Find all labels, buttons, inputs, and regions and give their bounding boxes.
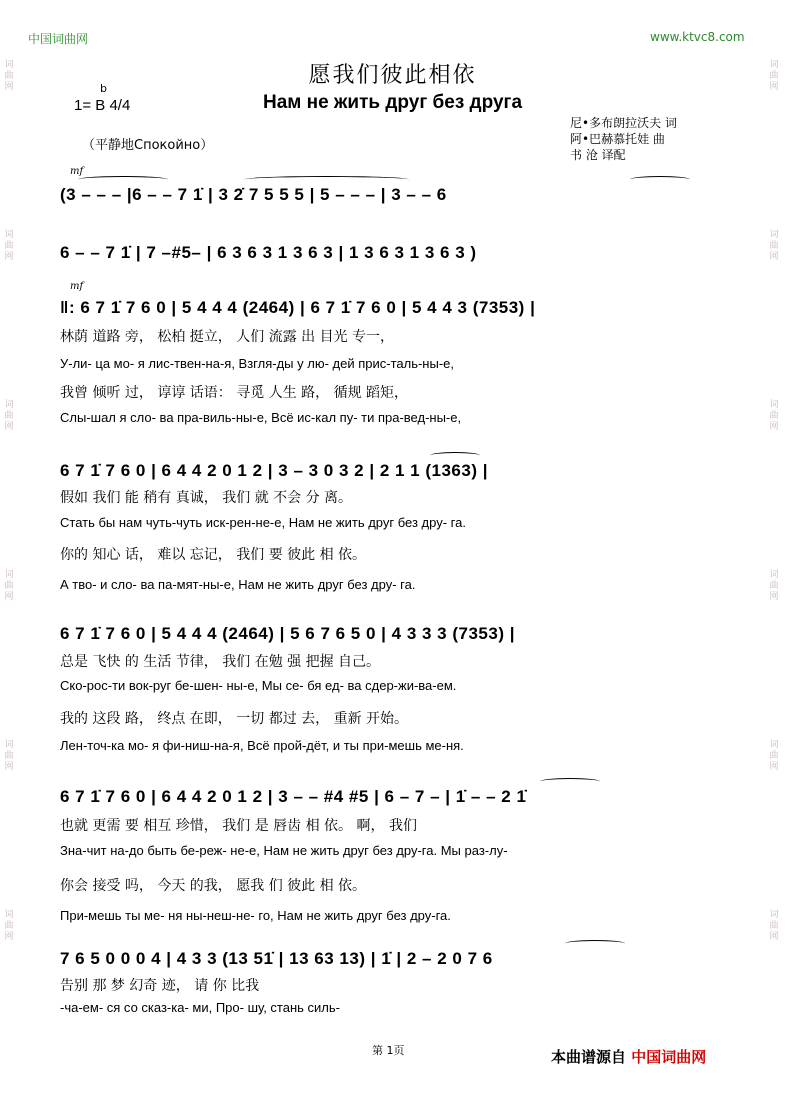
notation-line-5: 6 7 1̇ 7 6 0 | 5 4 4 4 (2464) | 5 6 7 6 5 0 | 4 3 3 3 (7353) | bbox=[60, 624, 515, 643]
watermark-text: 词曲网 bbox=[4, 570, 14, 602]
lyrics-line-6-verse1-cn: 也就 更需 要 相互 珍惜， 我们 是 唇齿 相 依。 啊， 我们 bbox=[60, 818, 417, 834]
notation-line-2: 6 – – 7 1̇ | 7 –#5– | 6 3 6 3 1 3 6 3 | 1 3 6 3 1 3 6 3 ) bbox=[60, 243, 477, 262]
dynamic-mf: mf bbox=[70, 166, 84, 177]
notation-line-6: 6 7 1̇ 7 6 0 | 6 4 4 2 0 1 2 | 3 – – #4 #5 | 6 – 7 – | 1̇ – – 2 1̇ bbox=[60, 787, 527, 806]
credit-composer: 阿•巴赫慕托娃 曲 bbox=[570, 132, 665, 146]
tie-slur bbox=[430, 452, 480, 459]
lyrics-line-4-verse2-cn: 你的 知心 话， 难以 忘记， 我们 要 彼此 相 依。 bbox=[60, 547, 367, 563]
lyrics-line-7-verse1-ru: -ча-ем- ся со сказ-ка- ми, Про- шу, стань силь- bbox=[60, 1000, 340, 1015]
watermark-text: 词曲网 bbox=[769, 740, 779, 772]
credit-lyricist: 尼•多布朗拉沃夫 词 bbox=[570, 116, 677, 130]
lyrics-line-5-verse1-ru: Ско-рос-ти вок-руг бе-шен- ны-е, Мы се- бя ед- ва сдер-жи-ва-ем. bbox=[60, 678, 457, 693]
lyrics-line-4-verse1-ru: Стать бы нам чуть-чуть иск-рен-не-е, Нам не жить друг без дру- га. bbox=[60, 515, 466, 530]
source-credit bbox=[551, 1046, 706, 1067]
credit-translator: 书 沧 译配 bbox=[570, 148, 626, 162]
lyrics-line-5-verse2-cn: 我的 这段 路， 终点 在即， 一切 都过 去， 重新 开始。 bbox=[60, 711, 409, 727]
tie-slur bbox=[540, 778, 600, 785]
notation-line-7: 7 6 5 0 0 0 4 | 4 3 3 (13 51̇ | 13 63 13) | 1̇ | 2 – 2 0 7 6 bbox=[60, 949, 493, 968]
watermark-text: 词曲网 bbox=[769, 400, 779, 432]
lyrics-line-5-verse2-ru: Лен-точ-ка мо- я фи-ниш-на-я, Всё прой-дёт, и ты при-мешь ме-ня. bbox=[60, 738, 464, 753]
source-prefix: 本曲谱源自 bbox=[551, 1048, 627, 1066]
lyrics-line-7-verse1-cn: 告别 那 梦 幻奇 迹， 请 你 比我 bbox=[60, 978, 260, 994]
site-url-right[interactable]: www.ktvc8.com bbox=[650, 30, 745, 44]
watermark-text: 词曲网 bbox=[4, 910, 14, 942]
lyrics-line-6-verse2-ru: При-мешь ты ме- ня ны-неш-не- го, Нам не жить друг без дру-га. bbox=[60, 908, 451, 923]
lyrics-line-4-verse1-cn: 假如 我们 能 稍有 真诚， 我们 就 不会 分 离。 bbox=[60, 490, 353, 506]
tempo-marking: （平静地Спокойно） bbox=[82, 138, 214, 153]
site-name-left[interactable]: 中国词曲网 bbox=[28, 32, 89, 46]
page-number: 第 1页 bbox=[372, 1044, 405, 1057]
watermark-text: 词曲网 bbox=[4, 740, 14, 772]
lyrics-line-3-verse1-ru: У-ли- ца мо- я лис-твен-на-я, Взгля-ды у лю- дей прис-таль-ны-е, bbox=[60, 356, 454, 371]
lyrics-line-4-verse2-ru: А тво- и сло- ва па-мят-ны-е, Нам не жить друг без дру- га. bbox=[60, 577, 416, 592]
lyrics-line-3-verse2-ru: Слы-шал я сло- ва пра-виль-ны-е, Всё ис-кал пу- ти пра-вед-ны-е, bbox=[60, 410, 462, 425]
watermark-text: 词曲网 bbox=[4, 60, 14, 92]
dynamic-mf: mf bbox=[70, 281, 84, 292]
tie-slur bbox=[630, 176, 690, 183]
lyrics-line-6-verse1-ru: Зна-чит на-до быть бе-реж- не-е, Нам не жить друг без дру-га. Мы раз-лу- bbox=[60, 843, 508, 858]
song-title-chinese: 愿我们彼此相依 bbox=[308, 63, 477, 88]
lyrics-line-5-verse1-cn: 总是 飞快 的 生活 节律， 我们 在勉 强 把握 自己。 bbox=[60, 654, 381, 670]
tie-slur bbox=[565, 940, 625, 947]
lyrics-line-3-verse2-cn: 我曾 倾听 过， 谆谆 话语： 寻觅 人生 路， 循规 蹈矩， bbox=[60, 385, 409, 401]
watermark-text: 词曲网 bbox=[4, 400, 14, 432]
source-site-link[interactable]: 中国词曲网 bbox=[631, 1048, 707, 1066]
notation-line-3: ‖: 6 7 1̇ 7 6 0 | 5 4 4 4 (2464) | 6 7 1̇ 7 6 0 | 5 4 4 3 (7353) | bbox=[60, 298, 536, 317]
watermark-text: 词曲网 bbox=[4, 230, 14, 262]
watermark-text: 词曲网 bbox=[769, 60, 779, 92]
watermark-text: 词曲网 bbox=[769, 910, 779, 942]
watermark-text: 词曲网 bbox=[769, 570, 779, 602]
notation-line-4: 6 7 1̇ 7 6 0 | 6 4 4 2 0 1 2 | 3 – 3 0 3 2 | 2 1 1 (1363) | bbox=[60, 461, 488, 480]
tie-slur bbox=[78, 176, 168, 183]
tie-slur bbox=[244, 176, 409, 183]
key-signature: 1= B 4/4 bbox=[74, 97, 131, 114]
lyrics-line-6-verse2-cn: 你会 接受 吗， 今天 的我， 愿我 们 彼此 相 依。 bbox=[60, 878, 367, 894]
notation-line-1: (3 – – – |6 – – 7 1̇ | 3 2̇ 7 5 5 5 | 5 – – – | 3 – – 6 bbox=[60, 185, 447, 204]
key-flat-sign: b bbox=[100, 82, 107, 95]
watermark-text: 词曲网 bbox=[769, 230, 779, 262]
lyrics-line-3-verse1-cn: 林荫 道路 旁， 松柏 挺立， 人们 流露 出 目光 专一， bbox=[60, 329, 395, 345]
song-title-russian: Нам не жить друг без друга bbox=[262, 92, 523, 113]
